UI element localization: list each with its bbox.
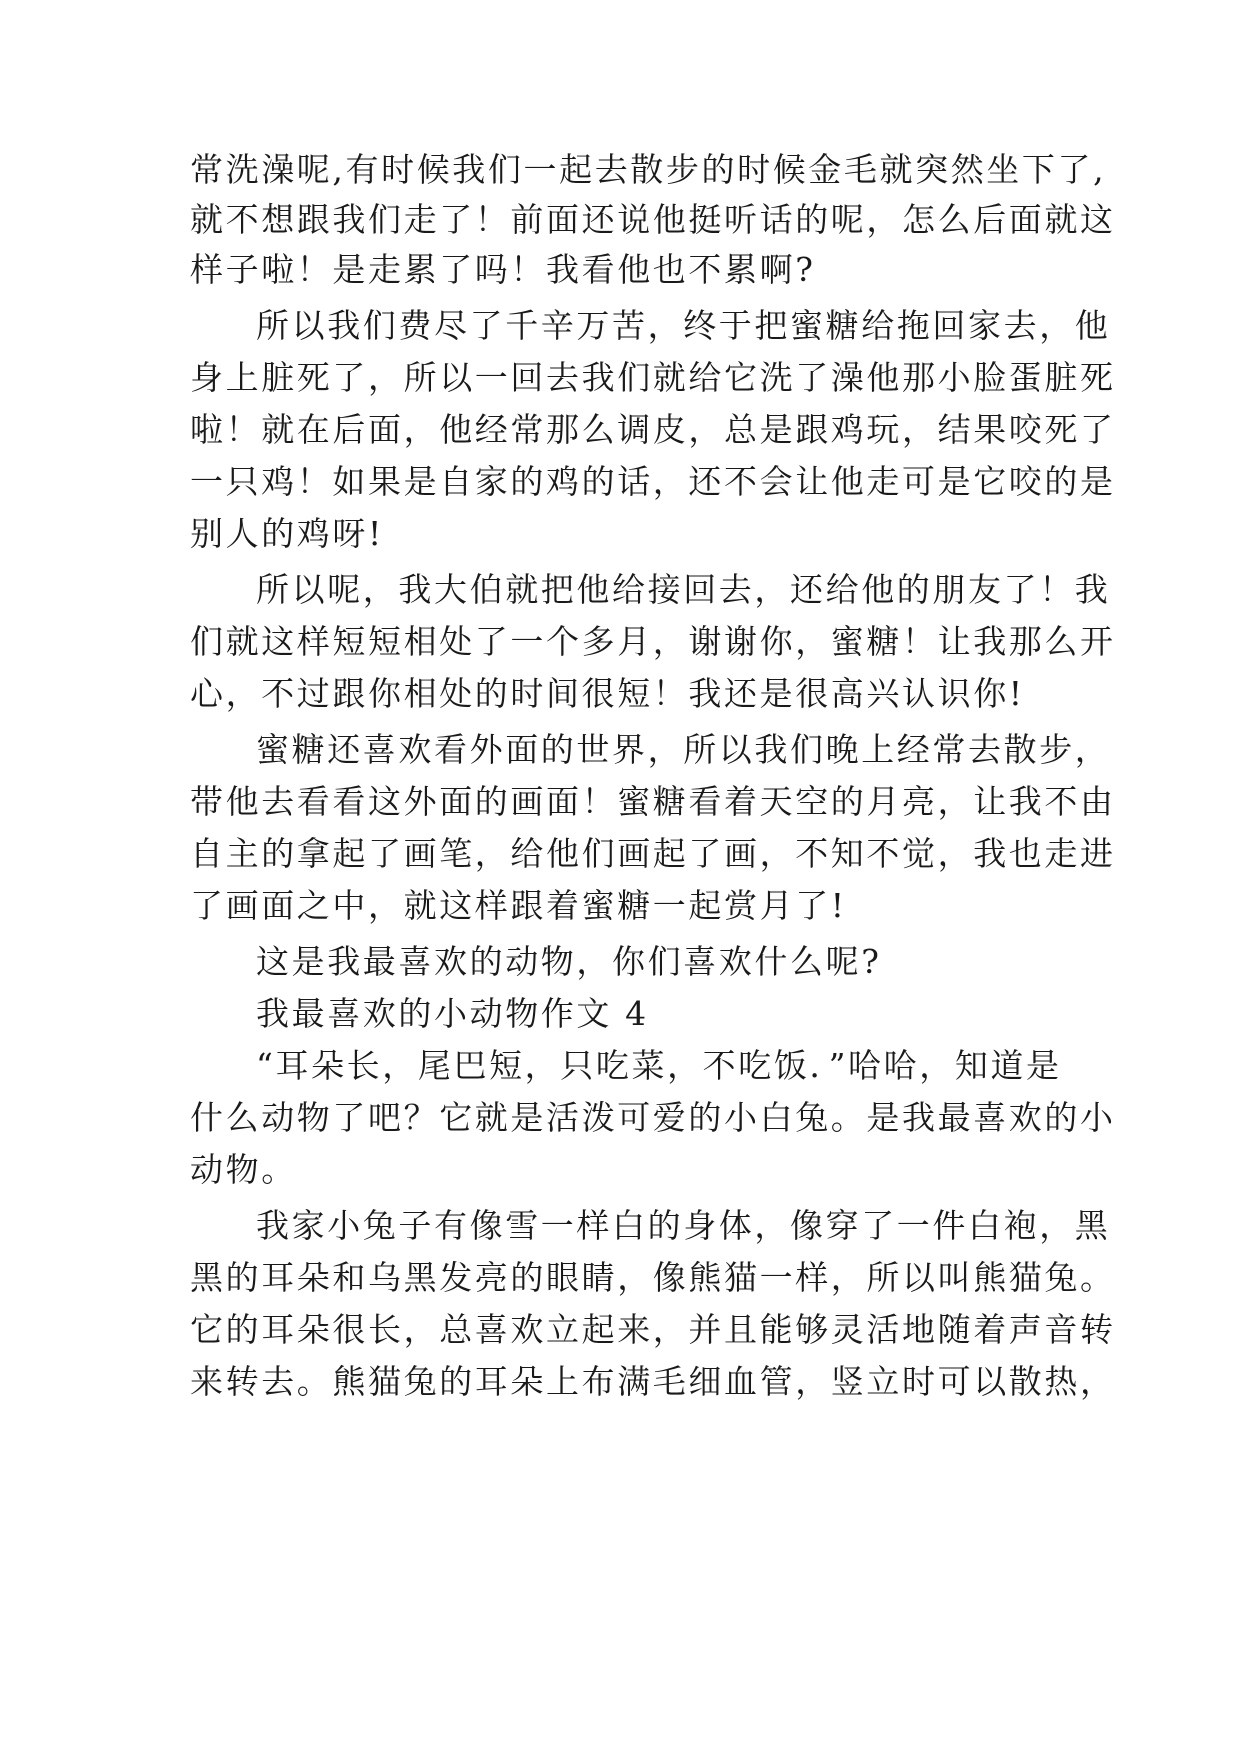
text-line: 一只鸡！如果是自家的鸡的话，还不会让他走可是它咬的是 [190, 462, 1116, 501]
paragraph-start-line: “耳朵长，尾巴短，只吃菜，不吃饭．”哈哈，知道是 [256, 1046, 1062, 1085]
paragraph-start-line: 蜜糖还喜欢看外面的世界，所以我们晚上经常去散步， [256, 730, 1111, 769]
text-line: 身上脏死了，所以一回去我们就给它洗了澡他那小脸蛋脏死 [190, 358, 1116, 397]
text-line: 黑的耳朵和乌黑发亮的眼睛，像熊猫一样，所以叫熊猫兔。 [190, 1258, 1116, 1297]
text-line: 啦！就在后面，他经常那么调皮，总是跟鸡玩，结果咬死了 [190, 410, 1116, 449]
paragraph-start-line: 我家小兔子有像雪一样白的身体，像穿了一件白袍，黑 [256, 1206, 1111, 1245]
text-line: 自主的拿起了画笔，给他们画起了画，不知不觉，我也走进 [190, 834, 1116, 873]
text-line: 心，不过跟你相处的时间很短！我还是很高兴认识你! [190, 674, 1025, 713]
paragraph-start-line: 所以我们费尽了千辛万苦，终于把蜜糖给拖回家去，他 [256, 306, 1111, 345]
text-line: 别人的鸡呀! [190, 514, 384, 553]
paragraph-start-line: 这是我最喜欢的动物，你们喜欢什么呢? [256, 942, 882, 981]
text-line: 样子啦！是走累了吗！我看他也不累啊? [190, 250, 816, 289]
text-line: 常洗澡呢,有时候我们一起去散步的时候金毛就突然坐下了, [190, 150, 1107, 189]
section-heading: 我最喜欢的小动物作文 4 [256, 994, 649, 1033]
text-line: 们就这样短短相处了一个多月，谢谢你，蜜糖！让我那么开 [190, 622, 1116, 661]
text-line: 它的耳朵很长，总喜欢立起来，并且能够灵活地随着声音转 [190, 1310, 1116, 1349]
text-line: 什么动物了吧？它就是活泼可爱的小白兔。是我最喜欢的小 [190, 1098, 1116, 1137]
paragraph-start-line: 所以呢，我大伯就把他给接回去，还给他的朋友了！我 [256, 570, 1111, 609]
text-line: 来转去。熊猫兔的耳朵上布满毛细血管，竖立时可以散热， [190, 1362, 1116, 1401]
text-line: 带他去看看这外面的画面！蜜糖看着天空的月亮，让我不由 [190, 782, 1116, 821]
text-line: 了画面之中，就这样跟着蜜糖一起赏月了! [190, 886, 847, 925]
text-line: 就不想跟我们走了！前面还说他挺听话的呢，怎么后面就这 [190, 200, 1116, 239]
text-line: 动物。 [190, 1150, 297, 1189]
